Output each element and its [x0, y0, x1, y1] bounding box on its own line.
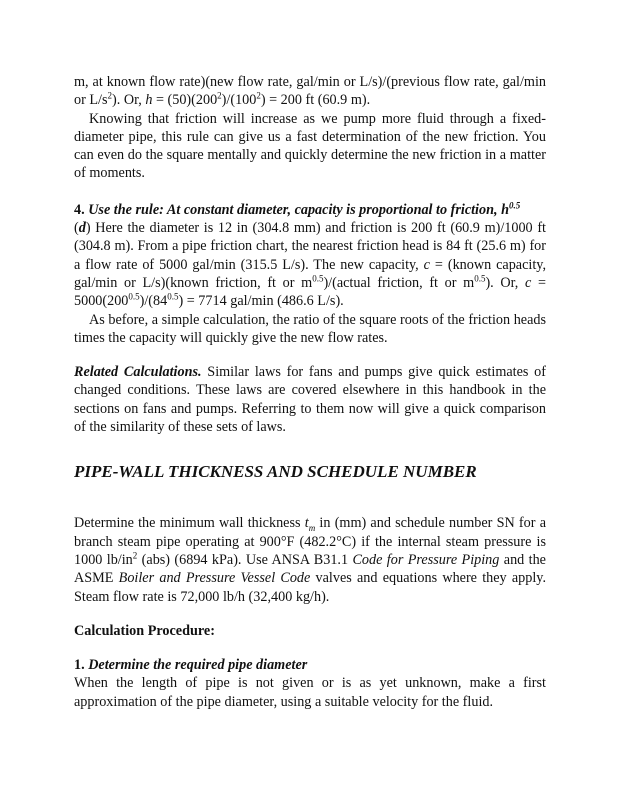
step-1-heading: 1. Determine the required pipe diameter — [74, 657, 308, 674]
calculation-procedure-heading: Calculation Procedure: — [74, 622, 215, 639]
paragraph-flow-rate-continuation: m, at known flow rate)(new flow rate, gal/min or L/s)/(previous flow rate, gal/min or $L/s^2$). Or, $h = (50)(200^2)/(100^2) = 200$ ft (60.9 m). — [74, 74, 546, 109]
paragraph-pipe-diameter: When the length of pipe is not given or is as yet unknown, make a first approximation of the pipe diameter, using a suitable velocity for the fluid. — [74, 675, 546, 710]
paragraph-related-calculations: Related Calculations. Similar laws for fans and pumps give quick estimates of changed conditions. These laws are covered elsewhere in this handbook in the sections on fans and pumps. Referring to them now will give a quick comparison of the similarity of these sets of laws. — [74, 364, 546, 436]
paragraph-capacity-calculation: (d) Here the diameter is 12 in (304.8 mm) and friction is 200 ft (60.9 m)/1000 ft (304.8 m). From a pipe friction chart, the nearest friction head is 84 ft (25.6 m) for a flow rate of 5000 gal/min (315.5 L/s). The new capacity, c = (known capacity, gal/min or L/s)(known friction, ft or $m^{0.5})/(actual$ friction, ft or $m^{0.5}$). Or, $c = 5000(200^{0.5})/(84^{0.5}) = 7714$ gal/min (486.6 L/s). — [74, 220, 546, 310]
document-page — [74, 73, 546, 711]
step-4-heading: 4. Use the rule: At constant diameter, capacity is proportional to friction, $h^{0.5}$ — [74, 200, 521, 218]
paragraph-friction-note: Knowing that friction will increase as we pump more fluid through a fixed-diameter pipe, this rule can give us a fast determination of the new friction. You can even do the square mentally and quickly determine the new friction in a matter of moments. — [74, 110, 546, 182]
section-title: PIPE-WALL THICKNESS AND SCHEDULE NUMBER — [74, 462, 477, 482]
paragraph-problem-statement: Determine the minimum wall thickness $t_m$ in (mm) and schedule number SN for a branch steam pipe operating at 900°F (482.2°C) if the internal steam pressure is 1000 $lb/in^2$ (abs) (6894 kPa). Use ANSA B31.1 Code for Pressure Piping and the ASME Boiler and Pressure Vessel Code valves and equations where they apply. Steam flow rate is 72,000 lb/h (32,400 kg/h). — [74, 515, 547, 605]
paragraph-square-roots: As before, a simple calculation, the ratio of the square roots of the friction heads times the capacity will quickly give the new flow rates. — [74, 311, 546, 346]
